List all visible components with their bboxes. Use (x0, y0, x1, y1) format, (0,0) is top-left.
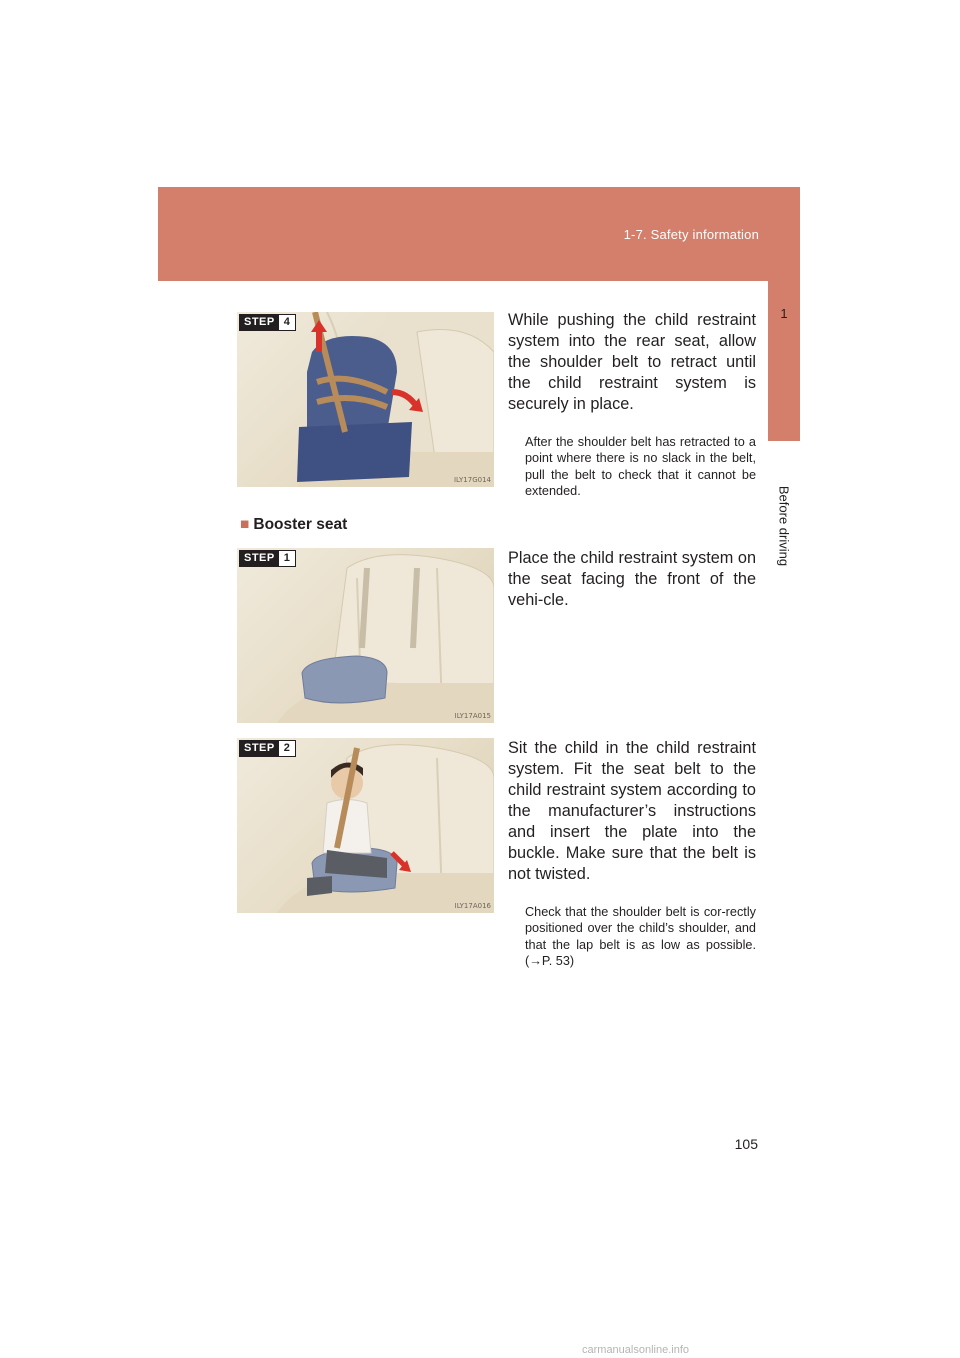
step-badge (239, 314, 296, 331)
booster-seat-illustration (237, 548, 494, 723)
subsection-marker: ■ (240, 516, 250, 533)
figure-code: ILY17A016 (454, 902, 491, 910)
figure-step2-child-in-booster (237, 738, 494, 913)
subsection-heading (240, 516, 347, 534)
chapter-label-text: Before driving (776, 485, 792, 567)
step4-note: After the shoulder belt has retracted to a point where there is no slack in the belt, pull the belt to check that it cannot be extended. (525, 435, 756, 498)
chapter-label (771, 466, 797, 586)
step-badge-label: STEP (240, 551, 279, 566)
step-badge-label: STEP (240, 315, 279, 330)
page-number: 105 (734, 1136, 758, 1152)
step-badge-number: 1 (279, 551, 295, 566)
step-badge (239, 740, 296, 757)
child-seat-illustration (237, 312, 494, 487)
step4-instruction: While pushing the child restraint system into the rear seat, allow the shoulder belt to retract until the child restraint system is securely in place. (508, 311, 756, 413)
figure-code: ILY17A015 (454, 712, 491, 720)
step-badge-number: 2 (279, 741, 295, 756)
figure-step4-child-seat (237, 312, 494, 487)
watermark: carmanualsonline.info (582, 1344, 690, 1356)
step2-note: Check that the shoulder belt is cor-rectly positioned over the child’s shoulder, and that the lap belt is as low as possible. (→P. 53) (525, 905, 756, 968)
figure-step1-booster-seat (237, 548, 494, 723)
figure-code: ILY17G014 (453, 476, 491, 484)
step2-instruction: Sit the child in the child restraint system. Fit the seat belt to the child restraint system according to the manufacturer’s instructions and insert the plate into the buckle. Make sure that the belt is not twisted. (508, 739, 756, 883)
chapter-number: 1 (780, 306, 788, 321)
step-badge-number: 4 (279, 315, 295, 330)
step-badge-label: STEP (240, 741, 279, 756)
chapter-tab (768, 281, 800, 441)
header-band (158, 187, 800, 281)
step1-instruction: Place the child restraint system on the seat facing the front of the vehi-cle. (508, 549, 756, 609)
child-in-booster-illustration (237, 738, 494, 913)
section-title: 1-7. Safety information (623, 227, 759, 242)
step-badge (239, 550, 296, 567)
subsection-title: Booster seat (253, 516, 348, 533)
